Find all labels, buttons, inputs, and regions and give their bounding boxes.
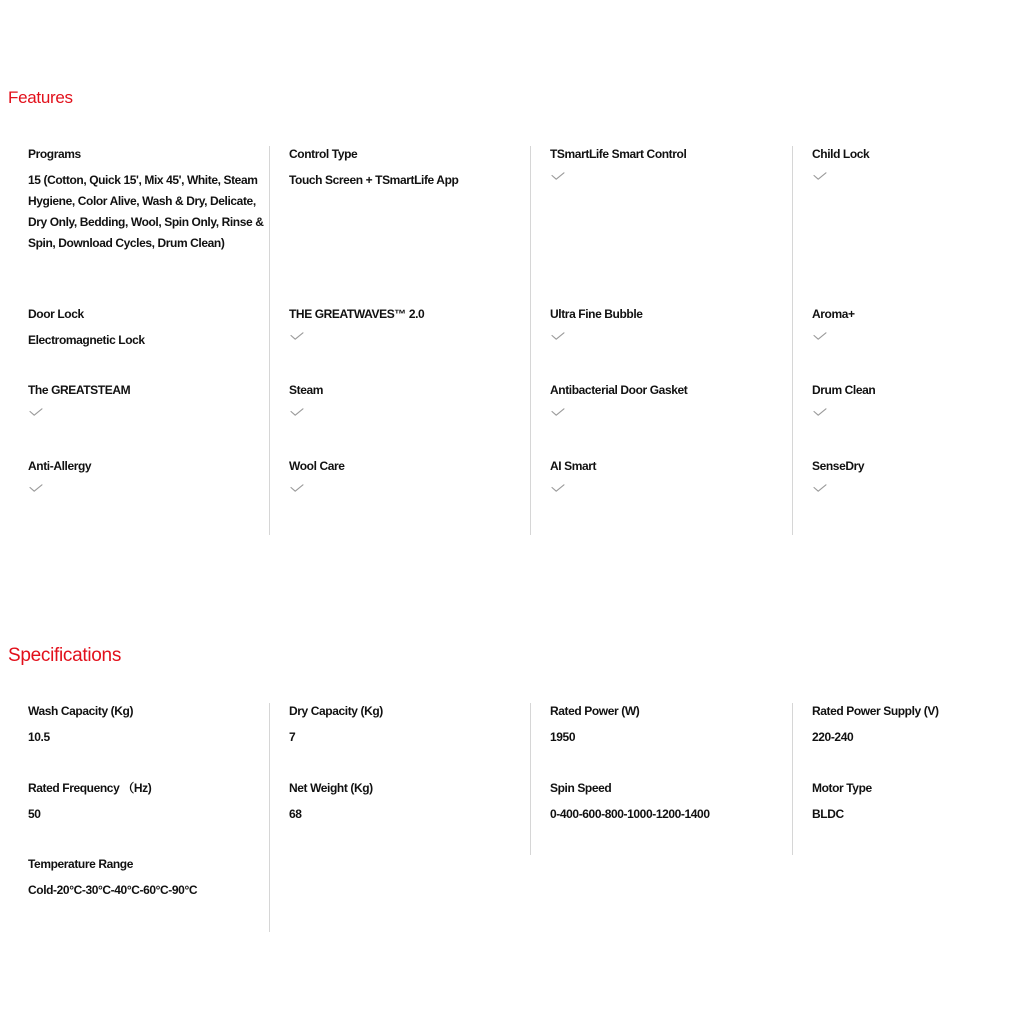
specifications-item-motor-type	[812, 780, 1024, 825]
item-label: Child Lock	[812, 147, 870, 161]
specifications-item-net-weight-kg	[289, 780, 525, 825]
features-item-drum-clean	[812, 382, 1024, 417]
features-item-antibacterial-door-gasket	[550, 382, 786, 417]
specifications-item-wash-capacity-kg	[28, 703, 264, 748]
specifications-title: Specifications	[8, 645, 122, 666]
check-icon	[550, 483, 566, 493]
specifications-column-1	[28, 703, 268, 932]
check-icon	[28, 483, 44, 493]
item-value: 1950	[550, 730, 576, 744]
item-value: 7	[289, 730, 296, 744]
check-icon	[812, 171, 828, 181]
specifications-item-rated-frequency-hz	[28, 780, 264, 825]
item-label: Ultra Fine Bubble	[550, 307, 643, 321]
check-icon	[812, 407, 828, 417]
item-label: Programs	[28, 147, 81, 161]
item-value: 10.5	[28, 730, 50, 744]
features-item-sensedry	[812, 458, 1024, 493]
features-title: Features	[8, 88, 73, 107]
check-icon	[550, 171, 566, 181]
item-label: Wash Capacity (Kg)	[28, 704, 134, 718]
check-icon	[289, 331, 305, 341]
item-label: THE GREATWAVES™ 2.0	[289, 307, 425, 321]
item-label: Spin Speed	[550, 781, 612, 795]
specifications-item-spin-speed	[550, 780, 786, 825]
item-label: Antibacterial Door Gasket	[550, 383, 688, 397]
check-icon	[550, 407, 566, 417]
item-label: Steam	[289, 383, 324, 397]
item-label: Rated Power Supply (V)	[812, 704, 939, 718]
check-icon	[289, 407, 305, 417]
item-value: Touch Screen + TSmartLife App	[289, 173, 459, 187]
item-value: 15 (Cotton, Quick 15', Mix 45', White, Steam Hygiene, Color Alive, Wash & Dry, Delicate, Dry Only, Bedding, Wool, Spin Only, Rinse & Spin, Download Cycles, Drum Clean)	[28, 173, 264, 250]
item-label: TSmartLife Smart Control	[550, 147, 687, 161]
features-item-anti-allergy	[28, 458, 264, 493]
item-value: 0-400-600-800-1000-1200-1400	[550, 807, 710, 821]
features-item-the-greatwaves-2-0	[289, 306, 525, 341]
check-icon	[550, 331, 566, 341]
features-item-ai-smart	[550, 458, 786, 493]
features-item-control-type	[289, 146, 525, 191]
features-item-child-lock	[812, 146, 1024, 181]
check-icon	[28, 407, 44, 417]
specifications-column-2	[269, 703, 509, 932]
item-value: 68	[289, 807, 302, 821]
item-label: Door Lock	[28, 307, 84, 321]
item-label: Motor Type	[812, 781, 872, 795]
item-label: Control Type	[289, 147, 358, 161]
features-item-programs	[28, 146, 264, 254]
features-item-ultra-fine-bubble	[550, 306, 786, 341]
specifications-item-dry-capacity-kg	[289, 703, 525, 748]
specifications-item-temperature-range	[28, 856, 264, 901]
item-label: Aroma+	[812, 307, 855, 321]
item-label: SenseDry	[812, 459, 865, 473]
item-label: Temperature Range	[28, 857, 134, 871]
item-value: 220-240	[812, 730, 854, 744]
item-label: Anti-Allergy	[28, 459, 92, 473]
item-value: Electromagnetic Lock	[28, 333, 145, 347]
item-value: 50	[28, 807, 41, 821]
features-item-door-lock	[28, 306, 264, 351]
item-label: The GREATSTEAM	[28, 383, 131, 397]
features-column-4	[792, 146, 1024, 535]
specifications-item-rated-power-supply-v	[812, 703, 1024, 748]
item-value: Cold-20°C-30°C-40°C-60°C-90°C	[28, 883, 198, 897]
item-label: AI Smart	[550, 459, 597, 473]
features-item-the-greatsteam	[28, 382, 264, 417]
features-item-wool-care	[289, 458, 525, 493]
item-label: Drum Clean	[812, 383, 876, 397]
features-item-tsmartlife-smart-control	[550, 146, 786, 181]
item-label: Rated Frequency （Hz)	[28, 781, 152, 795]
item-label: Rated Power (W)	[550, 704, 640, 718]
features-column-2	[269, 146, 509, 535]
check-icon	[289, 483, 305, 493]
features-column-3	[530, 146, 770, 535]
specifications-column-4	[792, 703, 1024, 855]
features-item-steam	[289, 382, 525, 417]
item-label: Wool Care	[289, 459, 345, 473]
specifications-column-3	[530, 703, 770, 855]
features-column-1	[28, 146, 268, 535]
item-label: Dry Capacity (Kg)	[289, 704, 383, 718]
check-icon	[812, 483, 828, 493]
item-label: Net Weight (Kg)	[289, 781, 373, 795]
item-value: BLDC	[812, 807, 844, 821]
features-item-aroma	[812, 306, 1024, 341]
specifications-item-rated-power-w	[550, 703, 786, 748]
check-icon	[812, 331, 828, 341]
